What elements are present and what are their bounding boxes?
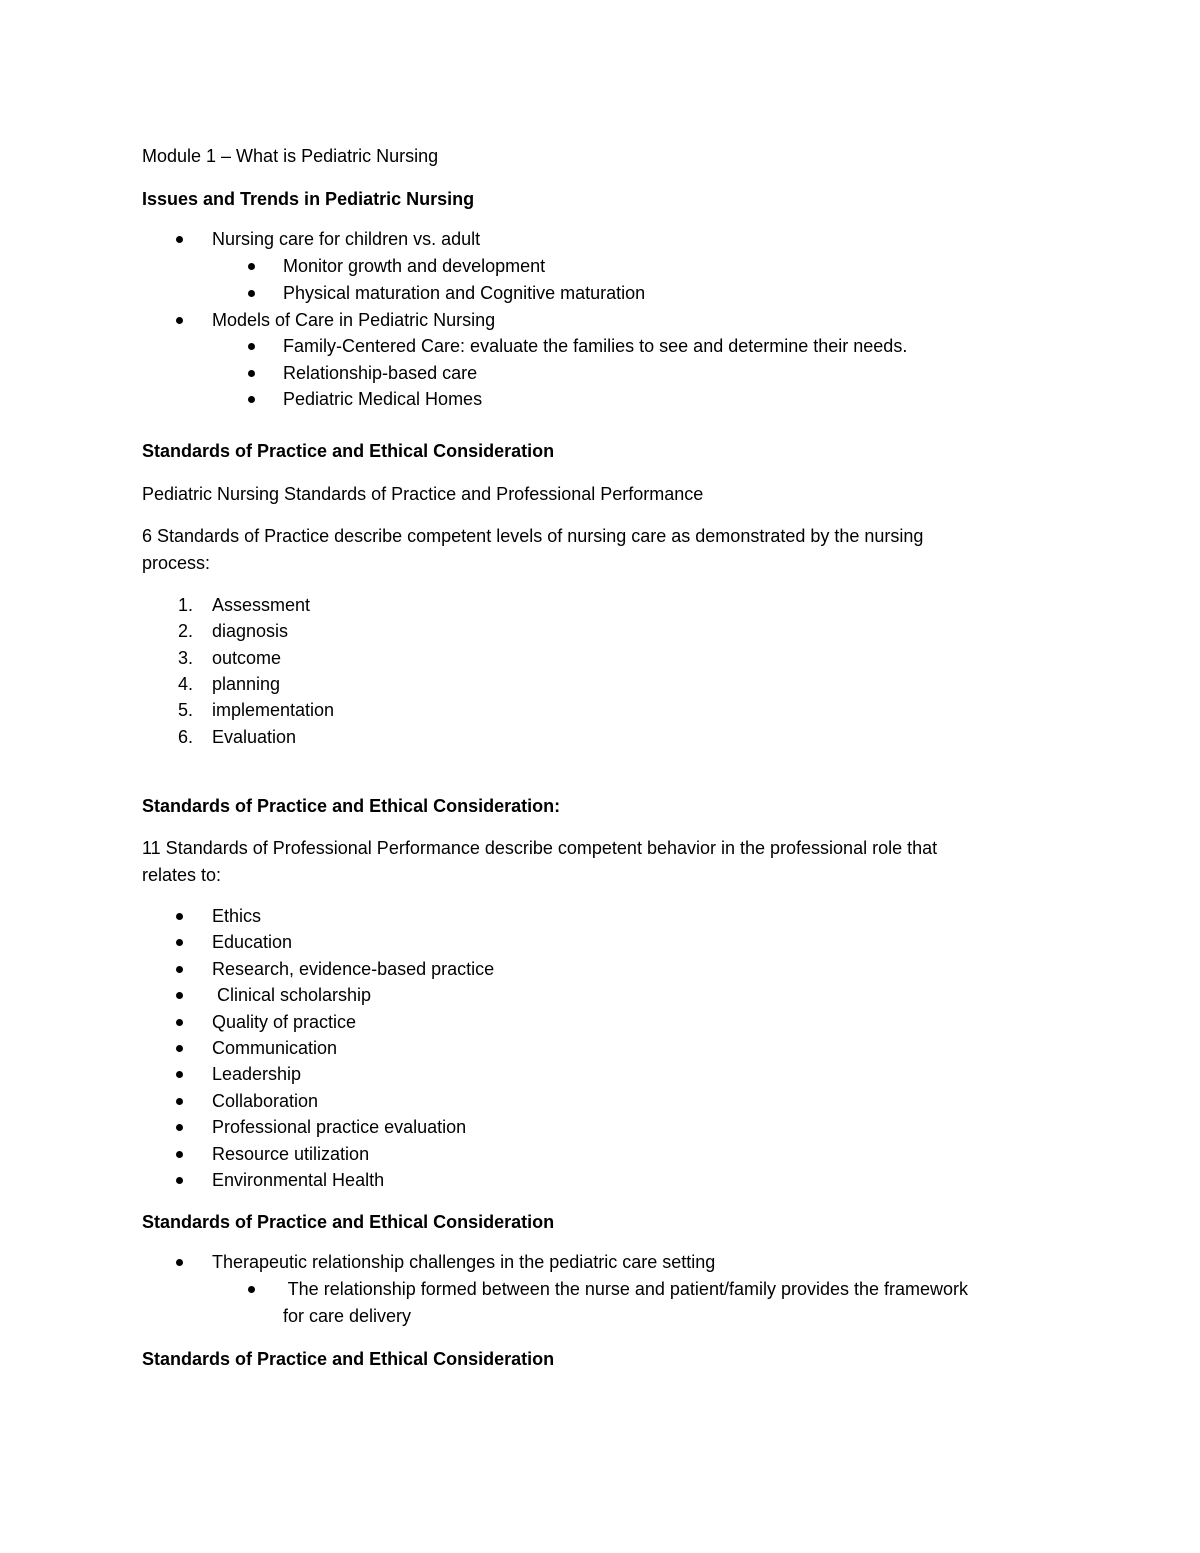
section-subtitle: Pediatric Nursing Standards of Practice and Professional Performance — [142, 484, 704, 504]
list-subitem: Pediatric Medical Homes — [283, 389, 483, 409]
list-item: Clinical scholarship — [212, 985, 372, 1005]
bullet-icon — [176, 1259, 183, 1266]
list-item: Nursing care for children vs. adult — [212, 229, 481, 249]
bullet-icon — [176, 1151, 183, 1158]
bullet-icon — [176, 1019, 183, 1026]
bullet-icon — [176, 1124, 183, 1131]
numbered-item: implementation — [212, 700, 335, 720]
bullet-icon — [176, 236, 183, 243]
bullet-icon — [176, 913, 183, 920]
list-subitem-continued: for care delivery — [283, 1306, 412, 1326]
paragraph-line: 6 Standards of Practice describe competent levels of nursing care as demonstrated by the nursing — [142, 526, 924, 546]
section-heading-standards: Standards of Practice and Ethical Consideration — [142, 441, 555, 461]
bullet-icon — [176, 939, 183, 946]
list-number: 2. — [177, 621, 193, 641]
list-number: 6. — [177, 727, 193, 747]
list-item: Resource utilization — [212, 1144, 370, 1164]
list-number: 4. — [177, 674, 193, 694]
list-item: Professional practice evaluation — [212, 1117, 467, 1137]
list-subitem: Family-Centered Care: evaluate the families to see and determine their needs. — [283, 336, 908, 356]
list-subitem: Relationship-based care — [283, 363, 478, 383]
list-item: Collaboration — [212, 1091, 319, 1111]
document-title: Module 1 – What is Pediatric Nursing — [142, 146, 439, 166]
section-heading-issues-trends: Issues and Trends in Pediatric Nursing — [142, 189, 475, 209]
bullet-icon — [248, 396, 255, 403]
numbered-item: Evaluation — [212, 727, 297, 747]
numbered-item: Assessment — [212, 595, 311, 615]
paragraph-line: relates to: — [142, 865, 222, 885]
bullet-icon — [176, 1177, 183, 1184]
numbered-item: diagnosis — [212, 621, 289, 641]
bullet-icon — [248, 370, 255, 377]
bullet-icon — [248, 343, 255, 350]
list-item: Education — [212, 932, 293, 952]
list-number: 1. — [177, 595, 193, 615]
numbered-item: outcome — [212, 648, 282, 668]
paragraph-line: 11 Standards of Professional Performance describe competent behavior in the professional role that — [142, 838, 938, 858]
bullet-icon — [176, 992, 183, 999]
list-item: Therapeutic relationship challenges in the pediatric care setting — [212, 1252, 716, 1272]
bullet-icon — [176, 966, 183, 973]
list-number: 3. — [177, 648, 193, 668]
list-item: Environmental Health — [212, 1170, 385, 1190]
bullet-icon — [176, 1071, 183, 1078]
list-item: Leadership — [212, 1064, 302, 1084]
bullet-icon — [176, 1045, 183, 1052]
bullet-icon — [248, 1286, 255, 1293]
paragraph-line: process: — [142, 553, 211, 573]
list-subitem: The relationship formed between the nurse and patient/family provides the framework — [283, 1279, 969, 1299]
section-heading-standards: Standards of Practice and Ethical Consideration: — [142, 796, 561, 816]
numbered-item: planning — [212, 674, 281, 694]
bullet-icon — [248, 290, 255, 297]
bullet-icon — [176, 317, 183, 324]
bullet-icon — [248, 263, 255, 270]
list-item: Research, evidence-based practice — [212, 959, 495, 979]
list-item: Models of Care in Pediatric Nursing — [212, 310, 496, 330]
section-heading-standards: Standards of Practice and Ethical Consideration — [142, 1349, 555, 1369]
list-item: Communication — [212, 1038, 338, 1058]
list-subitem: Physical maturation and Cognitive maturation — [283, 283, 646, 303]
bullet-icon — [176, 1098, 183, 1105]
list-item: Quality of practice — [212, 1012, 357, 1032]
list-number: 5. — [177, 700, 193, 720]
list-subitem: Monitor growth and development — [283, 256, 546, 276]
section-heading-standards: Standards of Practice and Ethical Consideration — [142, 1212, 555, 1232]
list-item: Ethics — [212, 906, 262, 926]
